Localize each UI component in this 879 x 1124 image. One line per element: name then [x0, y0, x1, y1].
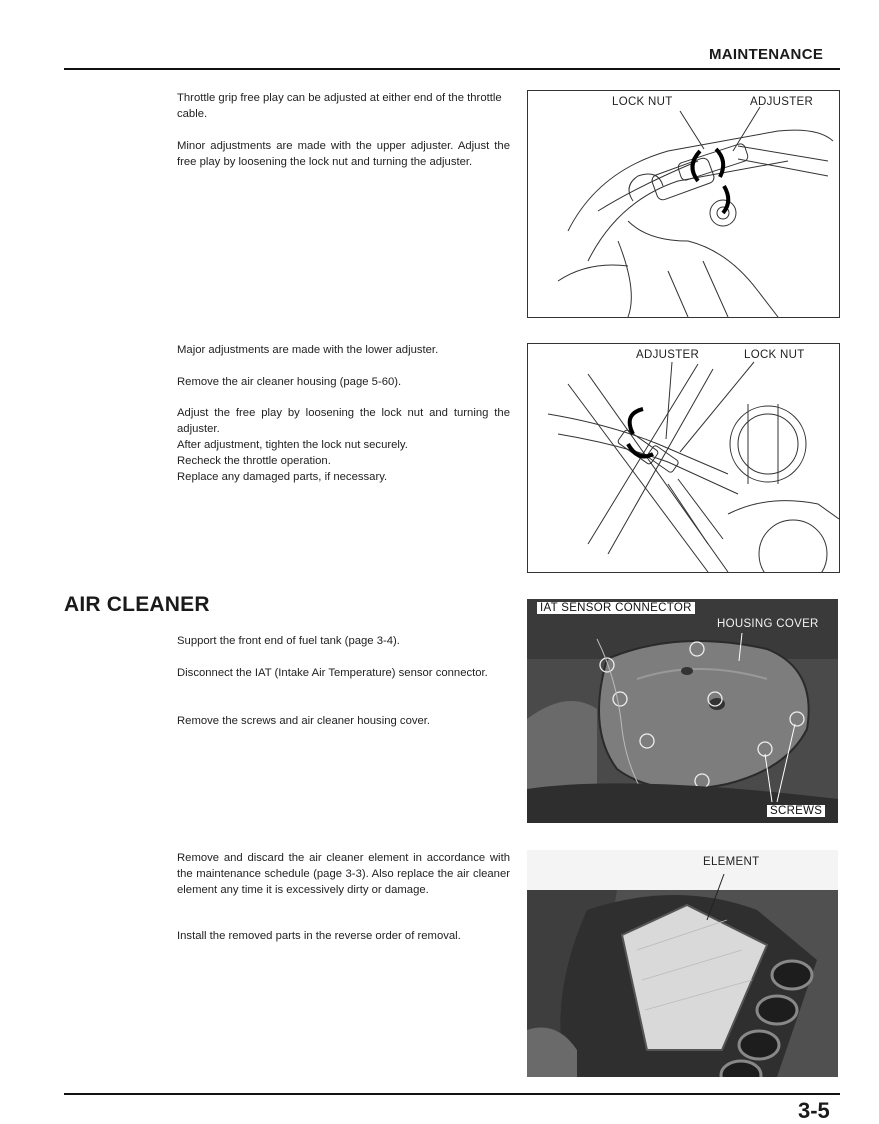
page-number: 3-5 [798, 1098, 830, 1123]
lock-nut-label: LOCK NUT [612, 96, 673, 108]
upper-adjuster-drawing [528, 91, 839, 317]
throttle-paragraph-4: Remove the air cleaner housing (page 5-60). [177, 376, 402, 388]
air-cleaner-paragraph-4: Remove and discard the air cleaner element in accordance with the maintenance schedule (page 3-3). Also replace the air cleaner element any time it is excessively dirty or damage. [177, 852, 510, 896]
iat-connector-label: IAT SENSOR CONNECTOR [537, 602, 695, 614]
air-cleaner-paragraph-2: Disconnect the IAT (Intake Air Temperature) sensor connector. [177, 667, 488, 679]
throttle-step-adjust: Adjust the free play by loosening the lock nut and turning the adjuster. [177, 407, 510, 435]
lower-adjuster-figure [527, 343, 840, 573]
throttle-paragraph-5 [177, 405, 510, 485]
throttle-paragraph-1: Throttle grip free play can be adjusted at either end of the throttle cable. [177, 92, 502, 120]
header-divider [64, 68, 840, 70]
throttle-step-replace: Replace any damaged parts, if necessary. [177, 471, 388, 483]
throttle-paragraph-3: Major adjustments are made with the lower adjuster. [177, 344, 439, 356]
adjuster-label: ADJUSTER [636, 349, 700, 361]
housing-cover-image [527, 599, 838, 823]
air-cleaner-paragraph-5: Install the removed parts in the reverse order of removal. [177, 930, 461, 942]
upper-adjuster-figure [527, 90, 840, 318]
adjuster-label: ADJUSTER [750, 96, 814, 108]
housing-cover-photo [527, 599, 838, 823]
element-label: ELEMENT [703, 856, 760, 868]
throttle-paragraph-2: Minor adjustments are made with the upper adjuster. Adjust the free play by loosening the lock nut and turning the adjuster. [177, 140, 510, 168]
air-cleaner-paragraph-3: Remove the screws and air cleaner housing cover. [177, 715, 431, 727]
element-image [527, 850, 838, 1077]
section-title: MAINTENANCE [709, 46, 824, 63]
throttle-step-recheck: Recheck the throttle operation. [177, 455, 331, 467]
section-heading: AIR CLEANER [64, 593, 210, 616]
element-photo [527, 850, 838, 1077]
throttle-step-tighten: After adjustment, tighten the lock nut securely. [177, 439, 408, 451]
housing-cover-label: HOUSING COVER [717, 618, 819, 630]
lower-adjuster-drawing [528, 344, 839, 572]
lock-nut-label: LOCK NUT [744, 349, 805, 361]
air-cleaner-paragraph-1: Support the front end of fuel tank (page 3-4). [177, 635, 400, 647]
screws-label: SCREWS [767, 805, 825, 817]
footer-divider [64, 1093, 840, 1095]
